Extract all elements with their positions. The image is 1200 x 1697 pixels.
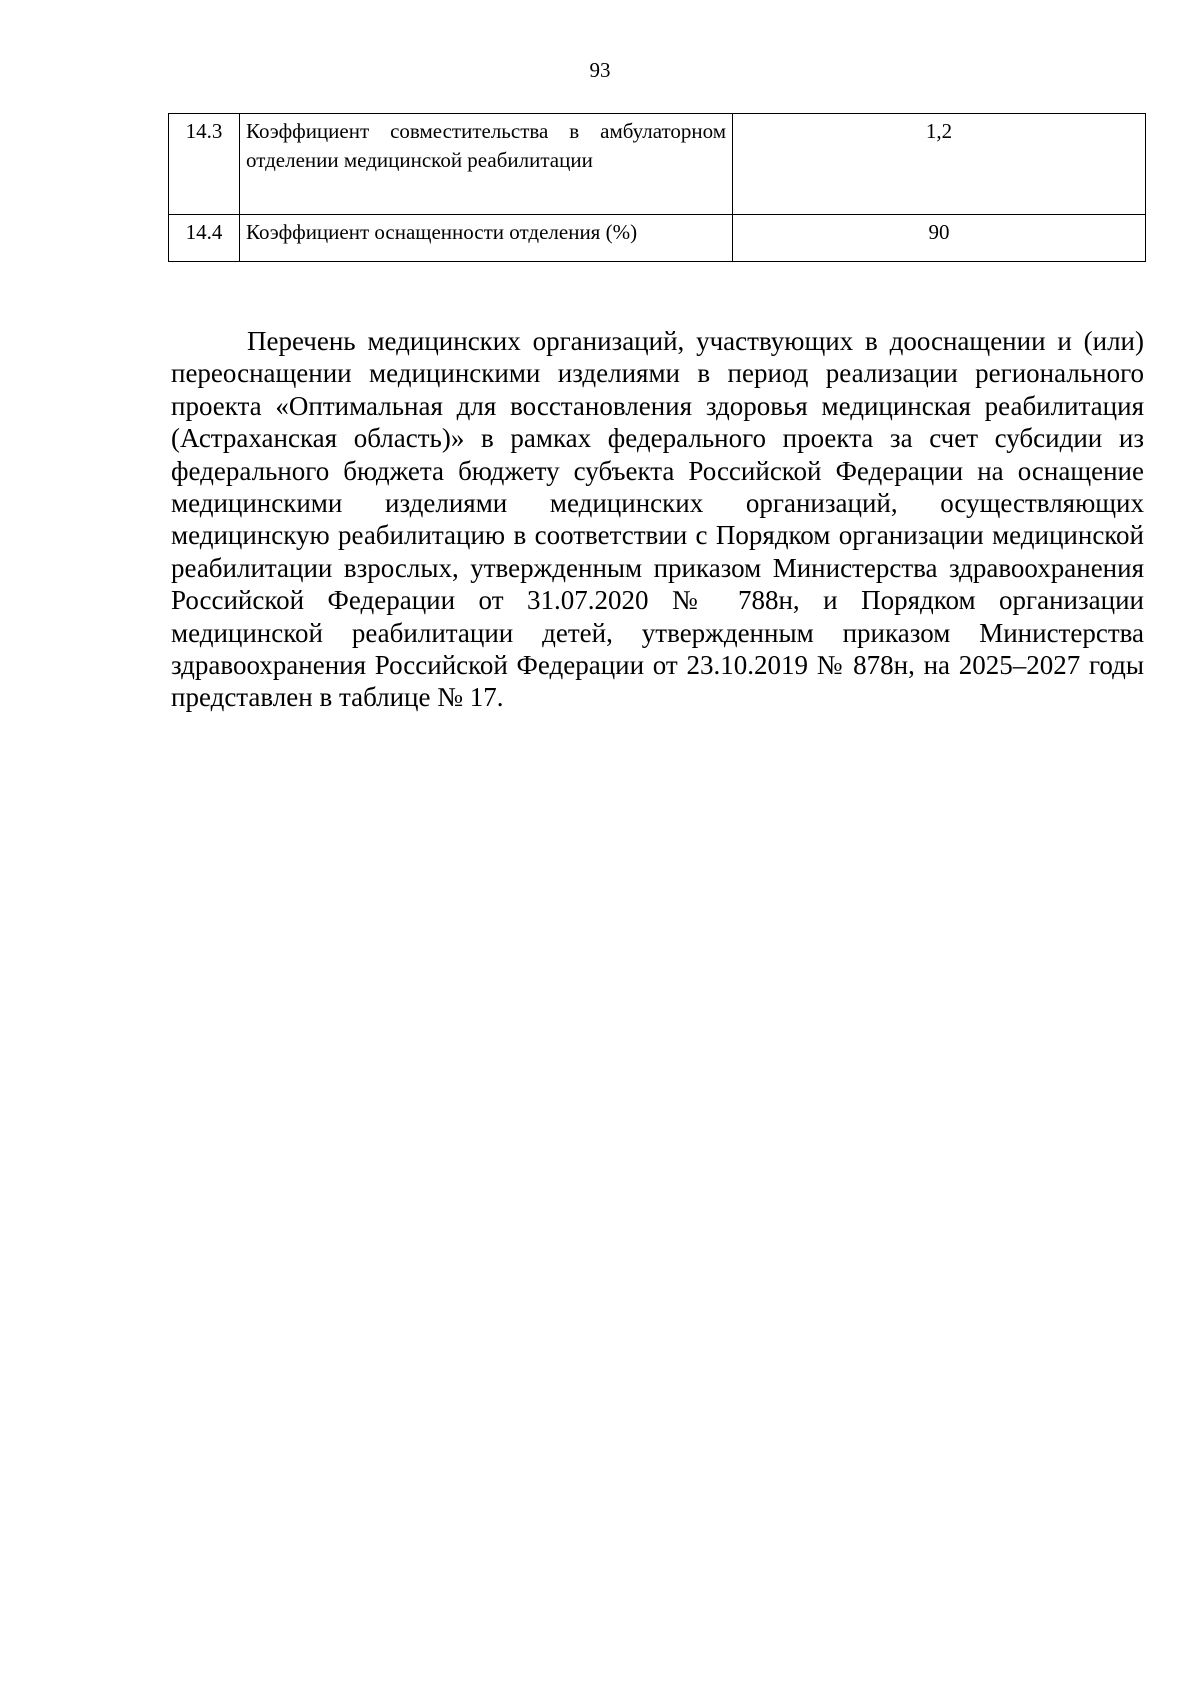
indicator-name-cell: Коэффициент оснащенности отделения (%) [240, 215, 733, 262]
table-row [169, 114, 1146, 215]
page-number: 93 [589, 58, 611, 82]
indicator-value-cell: 1,2 [733, 114, 1146, 215]
indicator-table [168, 113, 1146, 262]
row-number-cell: 14.3 [169, 114, 240, 215]
indicator-name-cell: Коэффициент совместительства в амбулаторном отделении медицинской реабилитации [240, 114, 733, 215]
indicator-value-cell: 90 [733, 215, 1146, 262]
body-paragraph: Перечень медицинских организаций, участвующих в дооснащении и (или) переоснащении медицинскими изделиями в период реализации регионального проекта «Оптимальная для восстановления здоровья медицинская реабилитация (Астраханская область)» в рамках федерального проекта за счет субсидии из федерального бюджета бюджету субъекта Российской Федерации на оснащение медицинскими изделиями медицинских организаций, осуществляющих медицинскую реабилитацию в соответствии с Порядком организации медицинской реабилитации взрослых, утвержденным приказом Министерства здравоохранения Российской Федерации от 31.07.2020 № 788н, и Порядком организации медицинской реабилитации детей, утвержденным приказом Министерства здравоохранения Российской Федерации от 23.10.2019 № 878н, на 2025–2027 годы представлен в таблице № 17. [171, 326, 1144, 713]
row-number-cell: 14.4 [169, 215, 240, 262]
table-row [169, 215, 1146, 262]
